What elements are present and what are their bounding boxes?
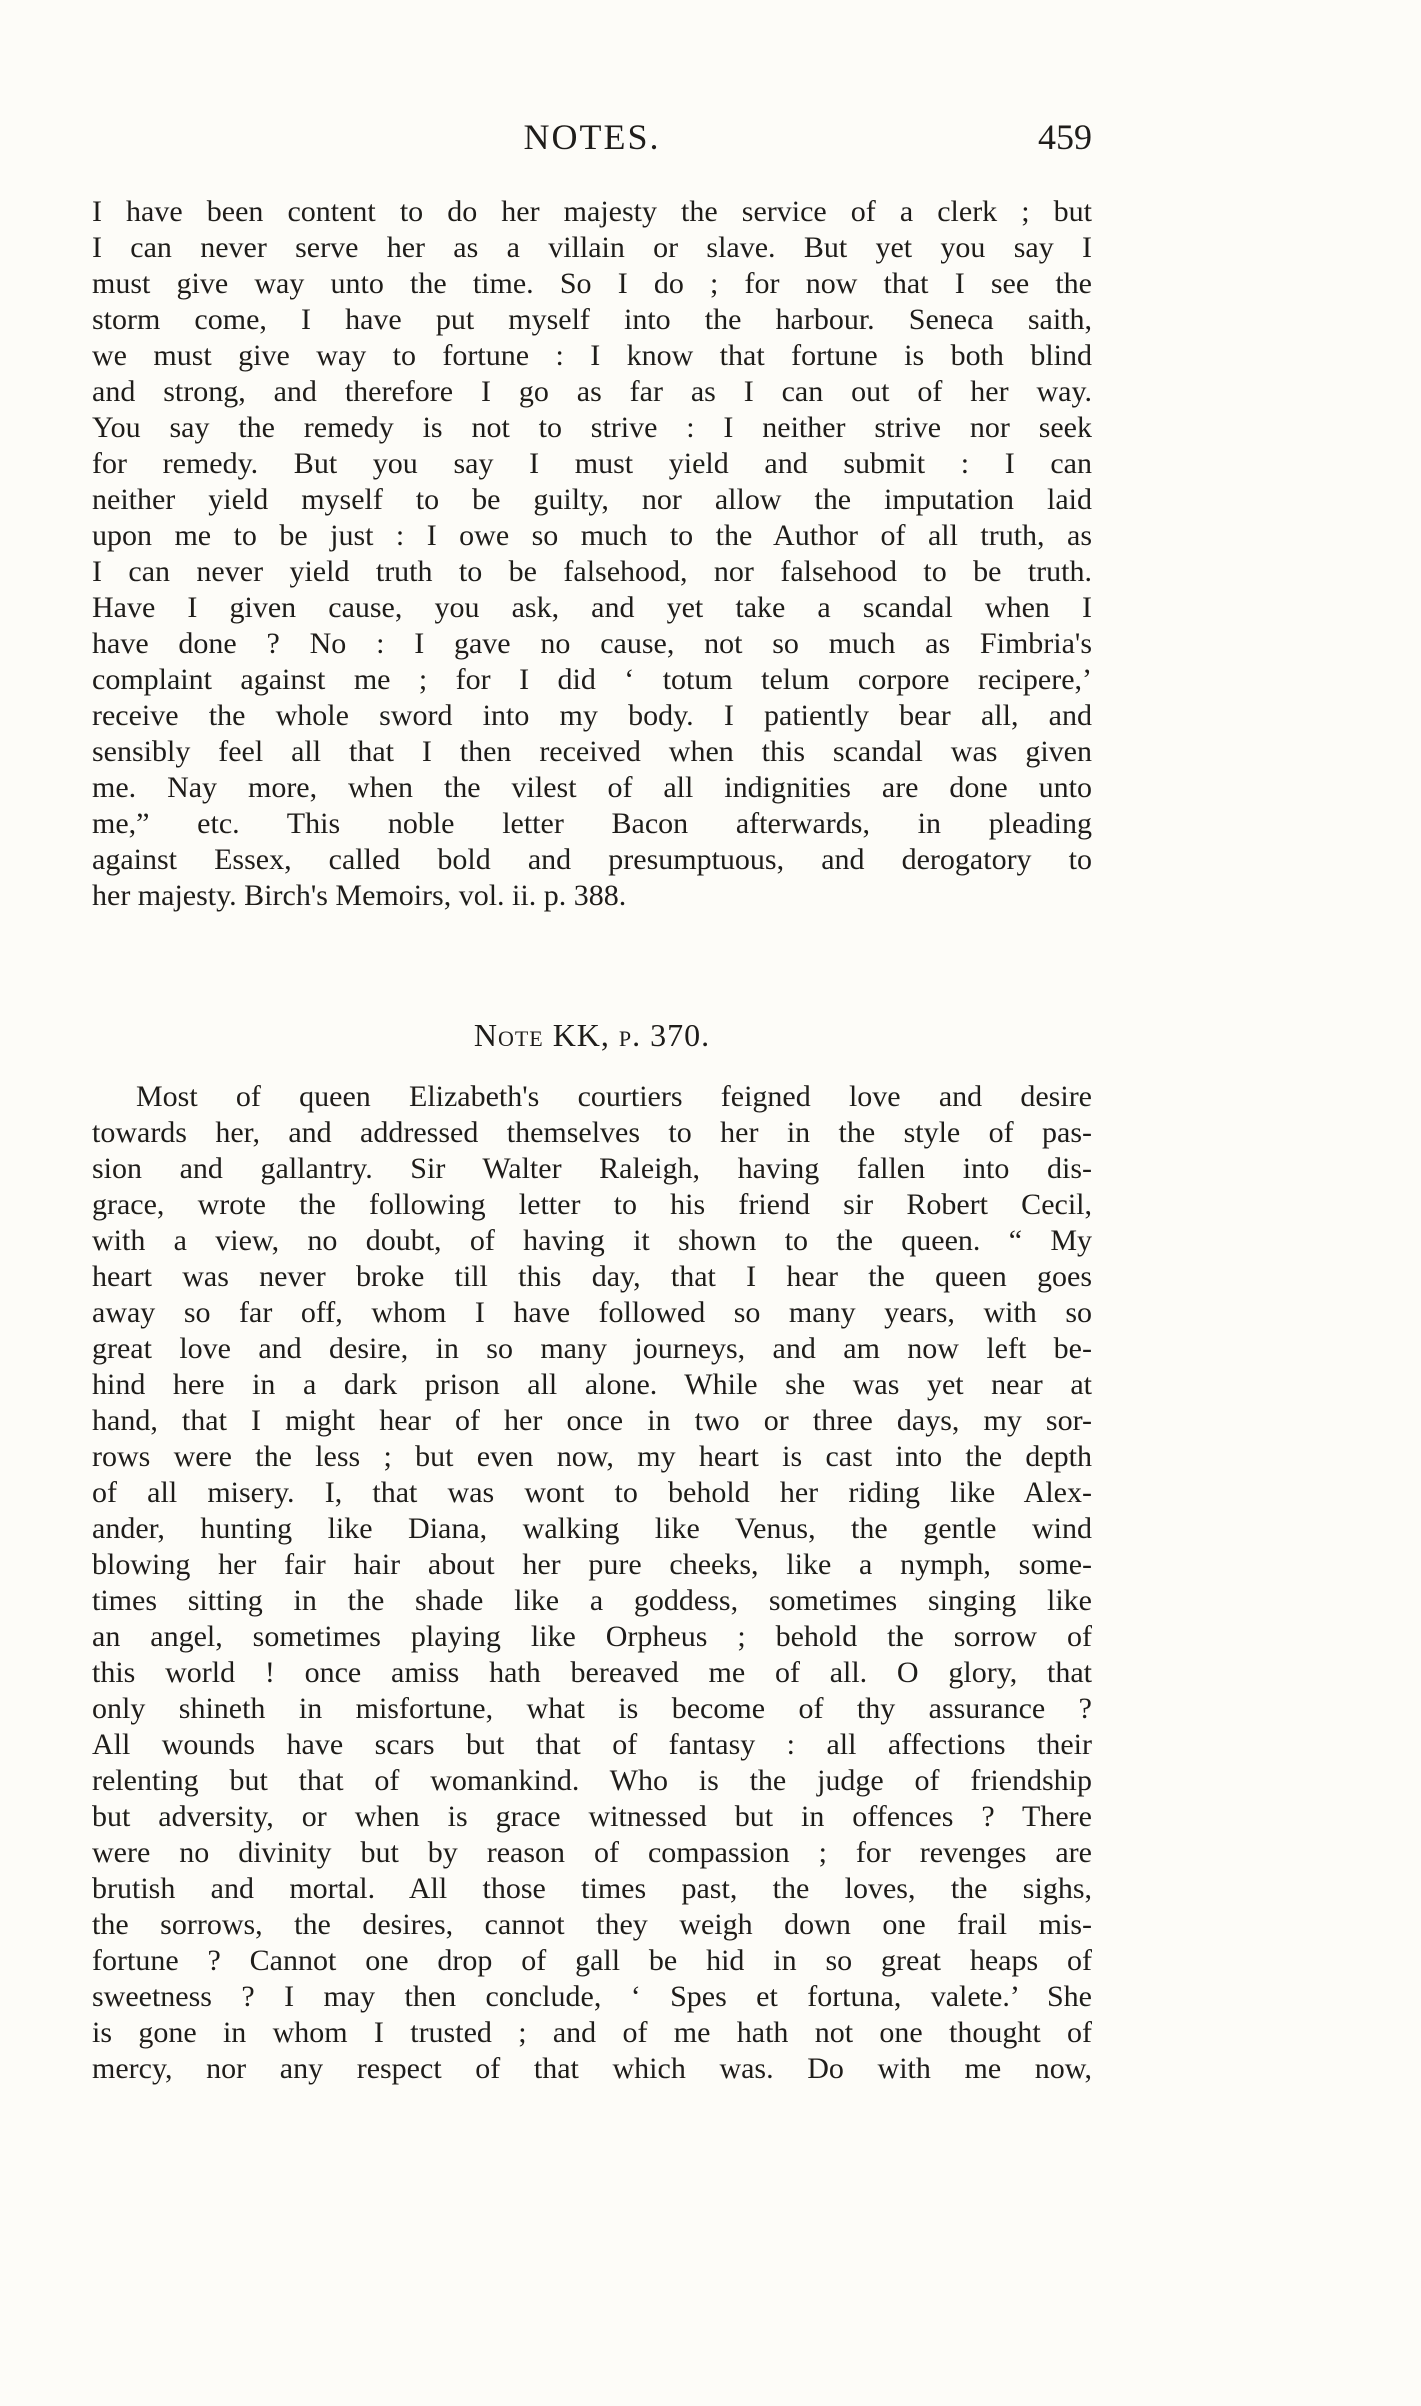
text-line: All wounds have scars but that of fantasy : all affections their	[92, 1728, 1092, 1761]
text-line: were no divinity but by reason of compassion ; for revenges are	[92, 1836, 1092, 1869]
text-line: Have I given cause, you ask, and yet take a scandal when I	[92, 591, 1092, 624]
text-line: the sorrows, the desires, cannot they weigh down one frail mis-	[92, 1908, 1092, 1941]
text-line: have done ? No : I gave no cause, not so much as Fimbria's	[92, 627, 1092, 660]
text-line: me. Nay more, when the vilest of all indignities are done unto	[92, 771, 1092, 804]
text-line: mercy, nor any respect of that which was. Do with me now,	[92, 2052, 1092, 2085]
text-line: You say the remedy is not to strive : I neither strive nor seek	[92, 411, 1092, 444]
text-line: is gone in whom I trusted ; and of me hath not one thought of	[92, 2016, 1092, 2049]
letter-continuation	[92, 194, 1092, 914]
text-line: upon me to be just : I owe so much to the Author of all truth, as	[92, 519, 1092, 552]
text-line: sion and gallantry. Sir Walter Raleigh, having fallen into dis-	[92, 1152, 1092, 1185]
text-line: complaint against me ; for I did ‘ totum telum corpore recipere,’	[92, 663, 1092, 696]
text-line: fortune ? Cannot one drop of gall be hid in so great heaps of	[92, 1944, 1092, 1977]
text-line: only shineth in misfortune, what is become of thy assurance ?	[92, 1692, 1092, 1725]
text-line: her majesty. Birch's Memoirs, vol. ii. p. 388.	[92, 879, 627, 912]
text-line: hind here in a dark prison all alone. While she was yet near at	[92, 1368, 1092, 1401]
text-line: heart was never broke till this day, that I hear the queen goes	[92, 1260, 1092, 1293]
text-line: sensibly feel all that I then received when this scandal was given	[92, 735, 1092, 768]
text-line: we must give way to fortune : I know that fortune is both blind	[92, 339, 1092, 372]
text-line: ander, hunting like Diana, walking like Venus, the gentle wind	[92, 1512, 1092, 1545]
note-heading	[92, 1017, 1092, 1054]
text-line: this world ! once amiss hath bereaved me of all. O glory, that	[92, 1656, 1092, 1689]
text-line: for remedy. But you say I must yield and submit : I can	[92, 447, 1092, 480]
text-line: and strong, and therefore I go as far as I can out of her way.	[92, 375, 1092, 408]
text-line: times sitting in the shade like a goddess, sometimes singing like	[92, 1584, 1092, 1617]
text-line: neither yield myself to be guilty, nor allow the imputation laid	[92, 483, 1092, 516]
text-line: brutish and mortal. All those times past, the loves, the sighs,	[92, 1872, 1092, 1905]
text-line: I have been content to do her majesty the service of a clerk ; but	[92, 195, 1092, 228]
page-header	[92, 112, 1092, 162]
text-line: of all misery. I, that was wont to behold her riding like Alex-	[92, 1476, 1092, 1509]
note-heading-label: Note KK, p. 370.	[473, 1017, 711, 1053]
text-line: I can never serve her as a villain or slave. But yet you say I	[92, 231, 1092, 264]
text-line: an angel, sometimes playing like Orpheus ; behold the sorrow of	[92, 1620, 1092, 1653]
text-line: towards her, and addressed themselves to her in the style of pas-	[92, 1116, 1092, 1149]
text-line: but adversity, or when is grace witnessed but in offences ? There	[92, 1800, 1092, 1833]
text-line: against Essex, called bold and presumptuous, and derogatory to	[92, 843, 1092, 876]
text-line: receive the whole sword into my body. I patiently bear all, and	[92, 699, 1092, 732]
running-head: NOTES.	[523, 117, 661, 157]
text-line: sweetness ? I may then conclude, ‘ Spes et fortuna, valete.’ She	[92, 1980, 1092, 2013]
note-body	[92, 1079, 1092, 2087]
text-line: great love and desire, in so many journeys, and am now left be-	[92, 1332, 1092, 1365]
text-line: I can never yield truth to be falsehood, nor falsehood to be truth.	[92, 555, 1092, 588]
text-line: hand, that I might hear of her once in two or three days, my sor-	[92, 1404, 1092, 1437]
text-line: away so far off, whom I have followed so many years, with so	[92, 1296, 1092, 1329]
text-line: grace, wrote the following letter to his friend sir Robert Cecil,	[92, 1188, 1092, 1221]
text-line: blowing her fair hair about her pure cheeks, like a nymph, some-	[92, 1548, 1092, 1581]
text-line: rows were the less ; but even now, my heart is cast into the depth	[92, 1440, 1092, 1473]
text-line: with a view, no doubt, of having it shown to the queen. “ My	[92, 1224, 1092, 1257]
page-number: 459	[1038, 117, 1092, 157]
text-line: relenting but that of womankind. Who is the judge of friendship	[92, 1764, 1092, 1797]
text-line: storm come, I have put myself into the harbour. Seneca saith,	[92, 303, 1092, 336]
text-line: me,” etc. This noble letter Bacon afterwards, in pleading	[92, 807, 1092, 840]
text-line: Most of queen Elizabeth's courtiers feigned love and desire	[136, 1080, 1092, 1113]
text-line: must give way unto the time. So I do ; for now that I see the	[92, 267, 1092, 300]
